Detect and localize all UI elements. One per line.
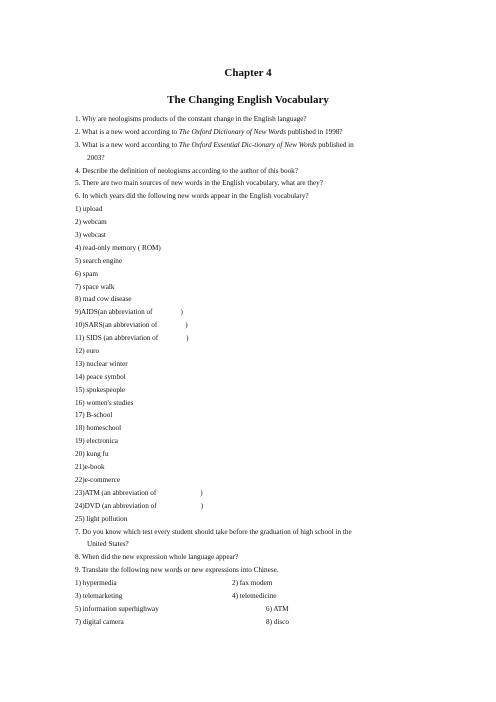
question-3-cont: 2003?	[87, 153, 105, 162]
word-item: 5) search engine	[75, 256, 123, 265]
translation-row: 3) telemarketing 4) telemedicine	[75, 591, 277, 600]
question-2: 2. What is a new word according to The Oxford Dictionary of New Words published in 1998?	[75, 127, 343, 136]
word-item: 15) spokespeople	[75, 385, 126, 394]
word-item: 12) euro	[75, 347, 100, 356]
word-item: 3) webcast	[75, 231, 106, 240]
question-1: 1. Why are neologisms products of the constant change in the English language?	[75, 115, 307, 123]
word-item: 21)e-book	[75, 463, 105, 472]
translation-row: 1) hypermedia 2) fax modem	[75, 579, 273, 588]
question-7-cont: United States?	[87, 540, 129, 549]
question-9: 9. Translate the following new words or new expressions into Chinese.	[75, 566, 279, 575]
word-item: 25) light pollution	[75, 514, 128, 523]
word-item: 20) kung fu	[75, 450, 109, 459]
question-4: 4. Describe the definition of neologisms according to the author of this book?	[75, 166, 298, 175]
word-item: 17) B-school	[75, 411, 113, 420]
word-item: 6) spam	[75, 269, 98, 278]
word-item: 19) electronica	[75, 437, 118, 446]
abbreviation-item: 9)AIDS(an abbreviation of )	[75, 308, 183, 317]
word-item: 4) read-only memory ( ROM)	[75, 243, 161, 252]
question-5: 5. There are two main sources of new words in the English vocabulary, what are they?	[75, 179, 323, 188]
chapter-title: The Changing English Vocabulary	[167, 94, 329, 106]
translation-row: 7) digital camera 8) disco	[75, 617, 289, 626]
word-item: 8) mad cow disease	[75, 295, 132, 304]
translation-row: 5) information superhighway 6) ATM	[75, 604, 289, 613]
abbreviation-item: 11) SIDS (an abbreviation of )	[75, 334, 189, 343]
question-list	[75, 113, 455, 629]
question-3: 3. What is a new word according to The Oxford Essential Dic-tionary of New Words published in	[75, 140, 354, 149]
question-6: 6. In which years did the following new words appear in the English vocabulary?	[75, 192, 309, 201]
word-item: 18) homeschool	[75, 424, 122, 433]
abbreviation-item: 10)SARS(an abbreviation of )	[75, 321, 188, 330]
question-8: 8. When did the new expression whole language appear?	[75, 553, 239, 562]
abbreviation-item: 24)DVD (an abbreviation of )	[75, 501, 204, 510]
abbreviation-item: 23)ATM (an abbreviation of )	[75, 488, 203, 497]
word-item: 13) nuclear winter	[75, 359, 128, 368]
word-item: 16) women's studies	[75, 398, 134, 407]
word-item: 2) webcam	[75, 218, 107, 227]
question-7: 7. Do you know which test every student should take before the graduation of high school in the	[75, 527, 352, 536]
chapter-heading: Chapter 4	[224, 67, 272, 79]
word-item: 1) upload	[75, 205, 103, 214]
word-item: 14) peace symbol	[75, 372, 126, 381]
word-item: 7) space walk	[75, 282, 115, 291]
word-item: 22)e-commerce	[75, 475, 121, 484]
